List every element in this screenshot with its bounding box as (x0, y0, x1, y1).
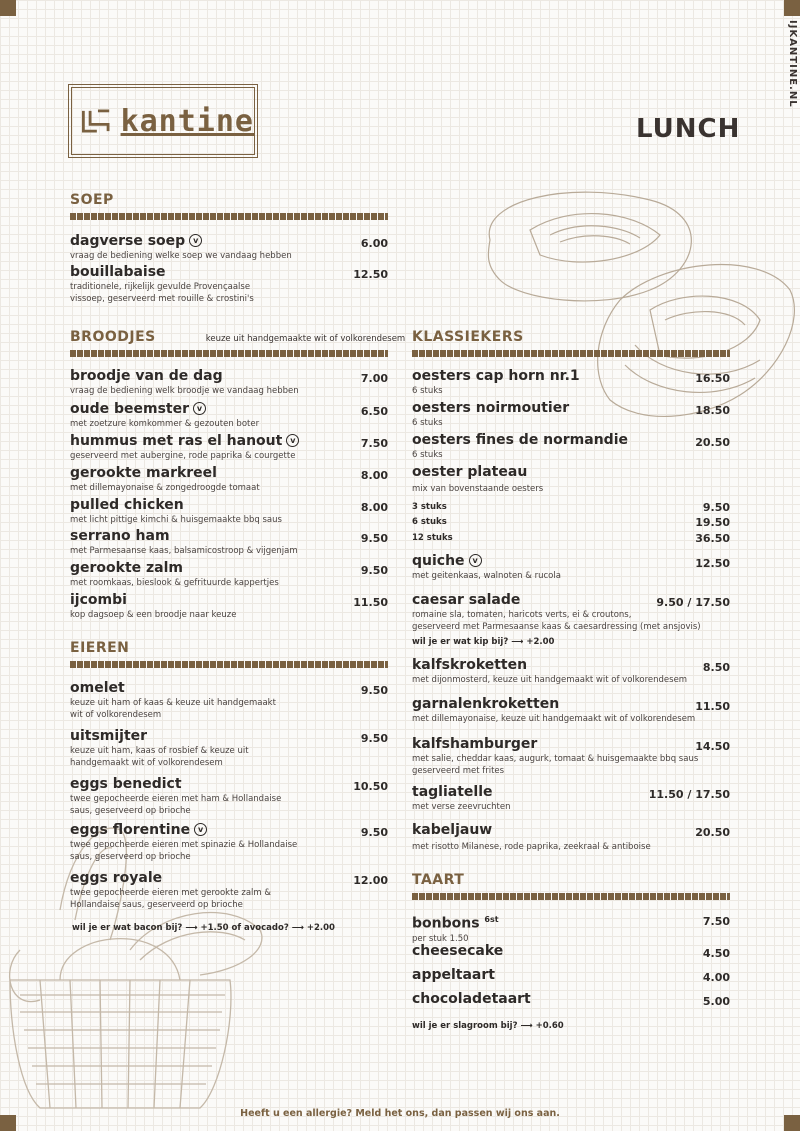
item-name: uitsmijter (70, 728, 148, 744)
menu-item-hummus (70, 433, 299, 462)
item-price: 12.00 (353, 874, 388, 887)
item-name: broodje van de dag (70, 368, 223, 384)
item-description: geserveerd met aubergine, rode paprika & courgette (70, 451, 296, 461)
item-description: per stuk 1.50 (412, 933, 469, 944)
website-label: IJKANTINE.NL (787, 20, 798, 108)
item-name: bonbons (412, 915, 480, 932)
section-divider (70, 213, 388, 220)
item-name: kalfshamburger (412, 736, 538, 752)
section-divider (70, 350, 388, 357)
item-price: 9.50 (360, 826, 388, 839)
section-title-text: BROODJES (70, 329, 156, 345)
plateau-option-label: 12 stuks (412, 533, 453, 543)
slagroom-extra-note: wil je er slagroom bij? ⟶ +0.60 (412, 1021, 564, 1031)
note-text: handgemaakte wit (247, 334, 327, 344)
item-price: 8.50 (702, 661, 730, 674)
item-price: 18.50 (695, 404, 730, 417)
menu-item-dagverse-soep (70, 233, 292, 262)
section-title-klassiekers: KLASSIEKERS (412, 329, 524, 345)
section-title-eieren: EIEREN (70, 640, 130, 656)
item-name: kalfskroketten (412, 657, 528, 673)
item-description: romaine sla, tomaten, haricots verts, ei & croutons, (412, 610, 632, 620)
menu-item-serrano-ham (70, 528, 298, 557)
item-price: 9.50 (360, 684, 388, 697)
menu-item-eggs-benedict (70, 776, 281, 817)
item-name: tagliatelle (412, 784, 493, 800)
item-description: met verse zeevruchten (412, 802, 511, 812)
item-quantity: 6st (484, 915, 499, 924)
item-description: Hollandaise saus, geserveerd op brioche (70, 900, 243, 910)
item-price: 14.50 (695, 740, 730, 753)
item-description: wit of volkorendesem (70, 710, 162, 720)
menu-item-gerookte-zalm (70, 560, 279, 589)
corner-top-right (784, 0, 800, 16)
item-description: saus, geserveerd op brioche (70, 806, 191, 816)
item-name: oude beemster (70, 401, 189, 417)
item-description: 6 stuks (412, 418, 443, 428)
vegetarian-icon: v (189, 234, 202, 247)
note-text: volkorendesem (340, 334, 406, 344)
item-name: eggs royale (70, 870, 163, 886)
item-description: twee gepocheerde eieren met ham & Hollandaise (70, 794, 282, 804)
vegetarian-icon: v (194, 823, 207, 836)
item-name: eggs florentine (70, 822, 191, 838)
item-price: 12.50 (353, 268, 388, 281)
item-description: saus, geserveerd op brioche (70, 852, 191, 862)
item-price: 7.00 (360, 372, 388, 385)
section-title-taart: TAART (412, 872, 465, 888)
section-divider (412, 350, 730, 357)
item-price: 12.50 (695, 557, 730, 570)
item-price: 6.50 (360, 405, 388, 418)
item-description: keuze uit ham of kaas & keuze uit handgemaakt (70, 698, 276, 708)
item-name: ijcombi (70, 592, 127, 608)
menu-item-bonbons (412, 911, 499, 945)
menu-item-oesters-fines-de-normandie (412, 432, 628, 461)
item-name: cheesecake (412, 943, 504, 959)
item-description: vraag de bediening welk broodje we vandaag hebben (70, 386, 299, 396)
item-price: 9.50 (360, 532, 388, 545)
item-description: twee gepocheerde eieren met gerookte zalm & (70, 888, 272, 898)
item-description: kop dagsoep & een broodje naar keuze (70, 610, 237, 620)
item-name: garnalenkroketten (412, 696, 560, 712)
item-description: handgemaakt wit of volkorendesem (70, 758, 223, 768)
menu-item-oester-plateau (412, 464, 543, 495)
item-price: 20.50 (695, 826, 730, 839)
item-description: met licht pittige kimchi & huisgemaakte bbq saus (70, 515, 282, 525)
item-description: vissoep, geserveerd met rouille & crostini's (70, 294, 254, 304)
item-description: vraag de bediening welke soep we vandaag hebben (70, 251, 292, 261)
item-description: 6 stuks (412, 386, 443, 396)
menu-item-gerookte-markreel (70, 465, 260, 494)
note-text: of (326, 334, 341, 344)
menu-item-broodje-van-de-dag (70, 368, 299, 397)
item-name: quiche (412, 553, 465, 569)
item-price: 9.50 / 17.50 (656, 596, 730, 609)
item-name: oesters cap horn nr.1 (412, 368, 580, 384)
menu-item-garnalenkroketten (412, 696, 695, 725)
menu-item-oude-beemster (70, 401, 259, 430)
corner-top-left (0, 0, 16, 16)
item-description: 6 stuks (412, 450, 443, 460)
item-description: twee gepocheerde eieren met spinazie & Hollandaise (70, 840, 298, 850)
item-name: bouillabaise (70, 264, 166, 280)
eggs-extras-note: wil je er wat bacon bij? ⟶ +1.50 of avocado? ⟶ +2.00 (72, 923, 335, 933)
item-name: kabeljauw (412, 822, 493, 838)
menu-item-kabeljauw (412, 822, 651, 853)
item-name: oesters noirmoutier (412, 400, 570, 416)
bread-choice-note (206, 334, 405, 344)
brand-wordmark: kantine (120, 103, 254, 139)
vegetarian-icon: v (193, 402, 206, 415)
item-name: eggs benedict (70, 776, 182, 792)
item-name: hummus met ras el hanout (70, 433, 283, 449)
plateau-option-label: 3 stuks (412, 502, 447, 512)
plateau-option-price: 19.50 (695, 516, 730, 529)
menu-item-chocoladetaart (412, 991, 531, 1008)
item-price: 9.50 (360, 732, 388, 745)
item-description: met roomkaas, bieslook & gefrituurde kappertjes (70, 578, 279, 588)
menu-item-uitsmijter (70, 728, 249, 769)
item-description: met geitenkaas, walnoten & rucola (412, 571, 561, 581)
item-description: traditionele, rijkelijk gevulde Provençaalse (70, 282, 251, 292)
item-name: chocoladetaart (412, 991, 531, 1007)
item-name: oester plateau (412, 464, 528, 480)
menu-item-omelet (70, 680, 276, 721)
item-name: omelet (70, 680, 125, 696)
item-price: 11.50 / 17.50 (648, 788, 730, 801)
menu-item-tagliatelle (412, 784, 511, 813)
menu-item-appeltaart (412, 967, 495, 984)
item-price: 10.50 (353, 780, 388, 793)
item-description: geserveerd met frites (412, 766, 505, 776)
item-price: 16.50 (695, 372, 730, 385)
plateau-option-price: 9.50 (702, 501, 730, 514)
item-description: met salie, cheddar kaas, augurk, tomaat & huisgemaakte bbq saus (412, 754, 699, 764)
section-divider (412, 893, 730, 900)
menu-item-quiche (412, 553, 561, 582)
item-price: 7.50 (360, 437, 388, 450)
section-title-soep: SOEP (70, 192, 114, 208)
ij-monogram-icon (80, 97, 113, 145)
plateau-option-label: 6 stuks (412, 517, 447, 527)
item-name: appeltaart (412, 967, 495, 983)
menu-item-kalfskroketten (412, 657, 687, 686)
item-name: serrano ham (70, 528, 170, 544)
item-price: 6.00 (360, 237, 388, 250)
brand-logo (68, 84, 258, 158)
item-description: geserveerd met Parmesaanse kaas & caesardressing (met ansjovis) (412, 622, 701, 632)
note-text: keuze uit (205, 334, 248, 344)
item-price: 8.00 (360, 469, 388, 482)
item-price: 9.50 (360, 564, 388, 577)
item-description: met zoetzure komkommer & gezouten boter (70, 419, 260, 429)
item-price: 11.50 (353, 596, 388, 609)
menu-item-oesters-cap-horn (412, 368, 580, 397)
item-description: met dillemayonaise, keuze uit handgemaakt wit of volkorendesem (412, 714, 696, 724)
item-name: oesters fines de normandie (412, 432, 628, 448)
item-description: met Parmesaanse kaas, balsamicostroop & vijgenjam (70, 546, 298, 556)
menu-item-eggs-royale (70, 870, 271, 911)
menu-item-eggs-florentine (70, 822, 297, 863)
item-name: pulled chicken (70, 497, 184, 513)
item-name: gerookte zalm (70, 560, 184, 576)
item-price: 4.50 (702, 947, 730, 960)
menu-item-bouillabaise (70, 264, 254, 305)
caesar-extra-note: wil je er wat kip bij? ⟶ +2.00 (412, 637, 555, 647)
item-name: gerookte markreel (70, 465, 217, 481)
item-price: 7.50 (702, 915, 730, 928)
vegetarian-icon: v (469, 554, 482, 567)
menu-item-kalfshamburger (412, 736, 698, 777)
item-name: dagverse soep (70, 233, 186, 249)
vegetarian-icon: v (286, 434, 299, 447)
item-description: keuze uit ham, kaas of rosbief & keuze uit (70, 746, 249, 756)
item-description: mix van bovenstaande oesters (412, 484, 544, 494)
menu-item-oesters-noirmoutier (412, 400, 569, 429)
item-description: met dillemayonaise & zongedroogde tomaat (70, 483, 260, 493)
item-price: 11.50 (695, 700, 730, 713)
allergy-notice: Heeft u een allergie? Meld het ons, dan passen wij ons aan. (240, 1108, 560, 1119)
item-name: caesar salade (412, 592, 521, 608)
section-divider (70, 661, 388, 668)
menu-item-ijcombi (70, 592, 236, 621)
item-description: met dijonmosterd, keuze uit handgemaakt wit of volkorendesem (412, 675, 688, 685)
item-price: 20.50 (695, 436, 730, 449)
item-description: met risotto Milanese, rode paprika, zeekraal & antiboise (412, 842, 651, 852)
item-price: 4.00 (702, 971, 730, 984)
plateau-option-price: 36.50 (695, 532, 730, 545)
item-price: 5.00 (702, 995, 730, 1008)
section-title-broodjes (70, 329, 405, 345)
item-price: 8.00 (360, 501, 388, 514)
menu-item-cheesecake (412, 943, 503, 960)
page-title: LUNCH (636, 114, 741, 144)
menu-item-pulled-chicken (70, 497, 282, 526)
